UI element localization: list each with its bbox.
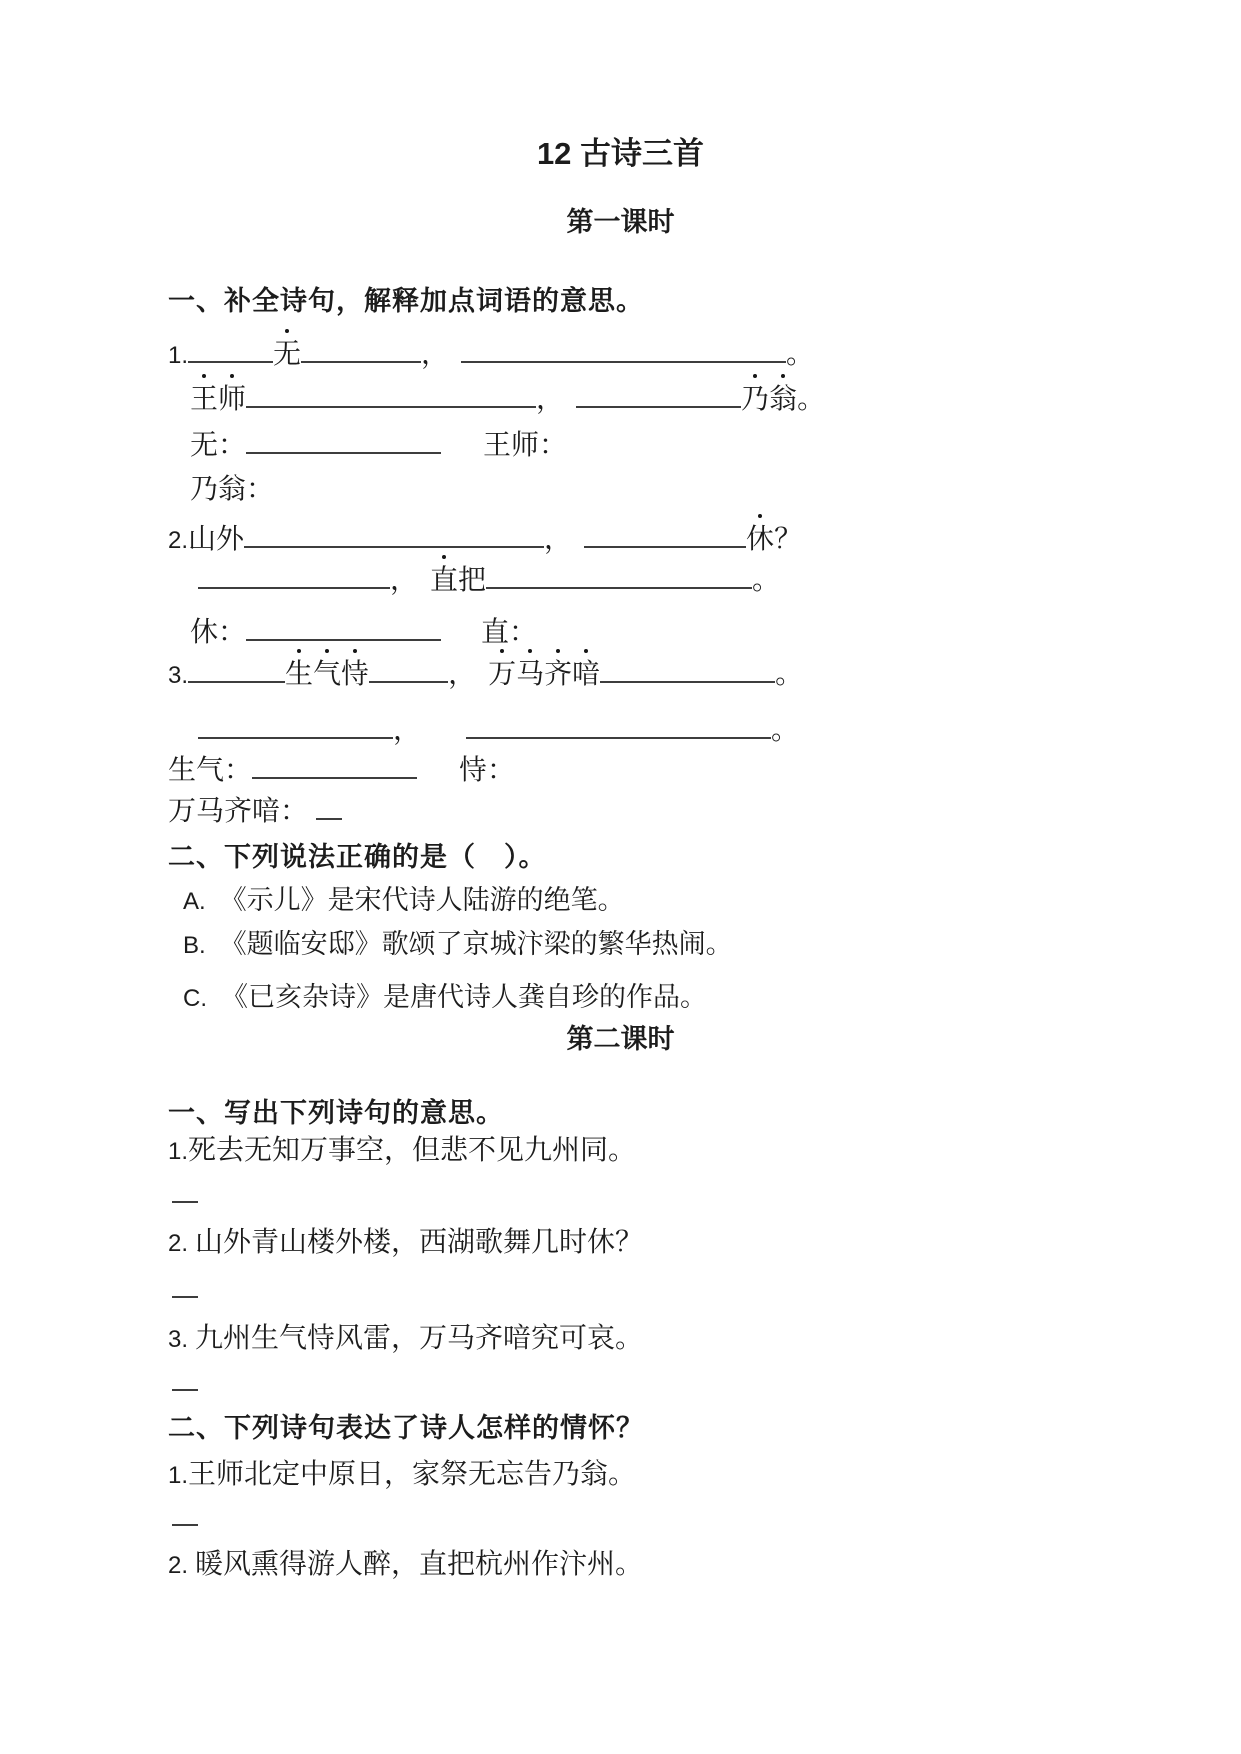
section2-heading: 二、下列说法正确的是（ ）。 [168,842,547,872]
section1-heading: 一、补全诗句，解释加点词语的意思。 [168,286,644,316]
line-text: 山外 [188,524,245,555]
answer-blank [172,1291,198,1298]
poem-meaning-item-1 [168,1133,636,1170]
line-text: 直： [481,617,538,648]
spacer [168,588,198,589]
spacer [418,588,430,589]
spacer [168,640,190,641]
spacer [168,497,190,498]
emphasized-char: 直 [430,562,458,600]
fill-line-1-2 [168,381,825,419]
section4-heading: 二、下列诗句表达了诗人怎样的情怀？ [168,1413,644,1443]
line-text: 恃： [459,755,516,786]
section3-heading: 一、写出下列诗句的意思。 [168,1098,504,1128]
answer-blank [252,772,417,779]
answer-dash [172,1180,198,1210]
line-text: 休： [190,617,247,648]
poem-meaning-item-3 [168,1321,643,1358]
fill-line-1-4 [168,471,274,509]
line-text: 万马齐喑： [168,796,309,827]
lesson2-subtitle: 第二课时 [566,1024,675,1054]
fill-line-3-2 [168,712,799,750]
option-c [183,980,707,1016]
answer-blank [246,401,536,408]
line-text: 无： [190,430,247,461]
spacer [449,362,461,363]
answer-blank [244,541,544,548]
spacer [421,738,466,739]
answer-blank [316,813,342,820]
poem-meaning-item-2 [168,1225,643,1262]
poem-text: 九州生气恃风雷，万马齐喑究可哀。 [188,1323,644,1354]
answer-blank [246,634,441,641]
fill-line-1-1 [168,336,814,375]
item-number: 1. [168,1138,189,1165]
spacer [476,682,488,683]
option-a [183,883,625,919]
spacer [441,640,481,641]
emphasized-char: 喑 [572,656,600,694]
spacer [168,453,190,454]
line-text: ， [536,384,565,415]
fill-line-2-1 [168,521,802,560]
poem-text: 王师北定中原日，家祭无忘告乃翁。 [188,1459,637,1490]
emphasized-char: 马 [516,656,544,694]
spacer [308,819,316,820]
item-number: 3. [168,662,189,689]
poem-text: 山外青山楼外楼，西湖歌舞几时休？ [188,1227,644,1258]
answer-blank [600,676,775,683]
answer-blank [486,582,752,589]
line-text: ， [393,715,422,746]
spacer [417,778,459,779]
page-title: 12 古诗三首 [536,136,705,171]
answer-blank [301,356,421,363]
emphasized-char: 齐 [544,656,572,694]
line-text: 。 [752,565,781,596]
option-b [183,927,733,963]
answer-blank [466,732,771,739]
option-b-label: B. [183,932,206,959]
line-text: 。 [775,659,804,690]
fill-line-3-3 [168,752,515,790]
fill-line-1-3 [168,427,567,465]
option-c-label: C. [183,985,207,1012]
answer-dash [172,1503,198,1533]
fill-line-3-1 [168,656,803,695]
emphasized-char: 万 [488,656,516,694]
answer-blank [576,401,741,408]
answer-blank [369,676,448,683]
answer-dash [172,1368,198,1398]
option-a-label: A. [183,888,206,915]
option-c-text: 《已亥杂诗》是唐代诗人龚自珍的作品。 [221,982,707,1012]
line-text: 。 [771,715,800,746]
line-text: ， [390,565,419,596]
option-a-text: 《示儿》是宋代诗人陆游的绝笔。 [219,885,625,915]
line-text: ， [421,339,450,370]
line-text: ， [448,659,477,690]
emphasized-char: 师 [218,381,246,419]
emphasized-char: 生 [285,656,313,694]
emphasized-char: 气 [313,656,341,694]
line-text: 王师： [483,430,568,461]
emphasized-char: 恃 [341,656,369,694]
fill-line-2-3 [168,614,537,652]
answer-blank [188,356,273,363]
answer-blank [188,676,285,683]
spacer [168,738,198,739]
poem-text: 死去无知万事空，但悲不见九州同。 [188,1135,637,1166]
answer-blank [461,356,786,363]
spacer [564,407,576,408]
answer-blank [172,1196,198,1203]
spacer [441,453,483,454]
item-number: 1. [168,1462,189,1489]
answer-blank [172,1519,198,1526]
answer-blank [246,447,441,454]
emphasized-char: 王 [190,381,218,419]
item-number: 3. [168,1326,189,1353]
answer-blank [198,582,390,589]
poem-text: 暖风熏得游人醉，直把杭州作汴州。 [188,1549,644,1580]
lesson1-subtitle: 第一课时 [566,207,675,237]
item-number: 2. [168,527,189,554]
emphasized-char: 乃 [741,381,769,419]
spacer [168,407,190,408]
emphasized-char: 翁 [769,381,797,419]
fill-line-2-2 [168,562,780,600]
fill-line-3-4 [168,793,342,831]
poem-feeling-item-1 [168,1457,636,1494]
answer-blank [172,1384,198,1391]
emphasized-char: 无 [273,336,301,374]
answer-blank [198,732,393,739]
answer-blank [584,541,746,548]
line-text: 乃翁： [190,474,275,505]
line-text: ， [544,524,573,555]
item-number: 2. [168,1552,189,1579]
line-text: 。 [786,339,815,370]
line-text: ？ [774,524,803,555]
option-b-text: 《题临安邸》歌颂了京城汴梁的繁华热闹。 [219,929,733,959]
spacer [572,547,584,548]
item-number: 1. [168,342,189,369]
line-text: 生气： [168,755,253,786]
item-number: 2. [168,1230,189,1257]
answer-dash [172,1275,198,1305]
line-text: 。 [797,384,826,415]
poem-feeling-item-2 [168,1547,643,1584]
line-text: 把 [458,565,487,596]
emphasized-char: 休 [746,521,774,559]
